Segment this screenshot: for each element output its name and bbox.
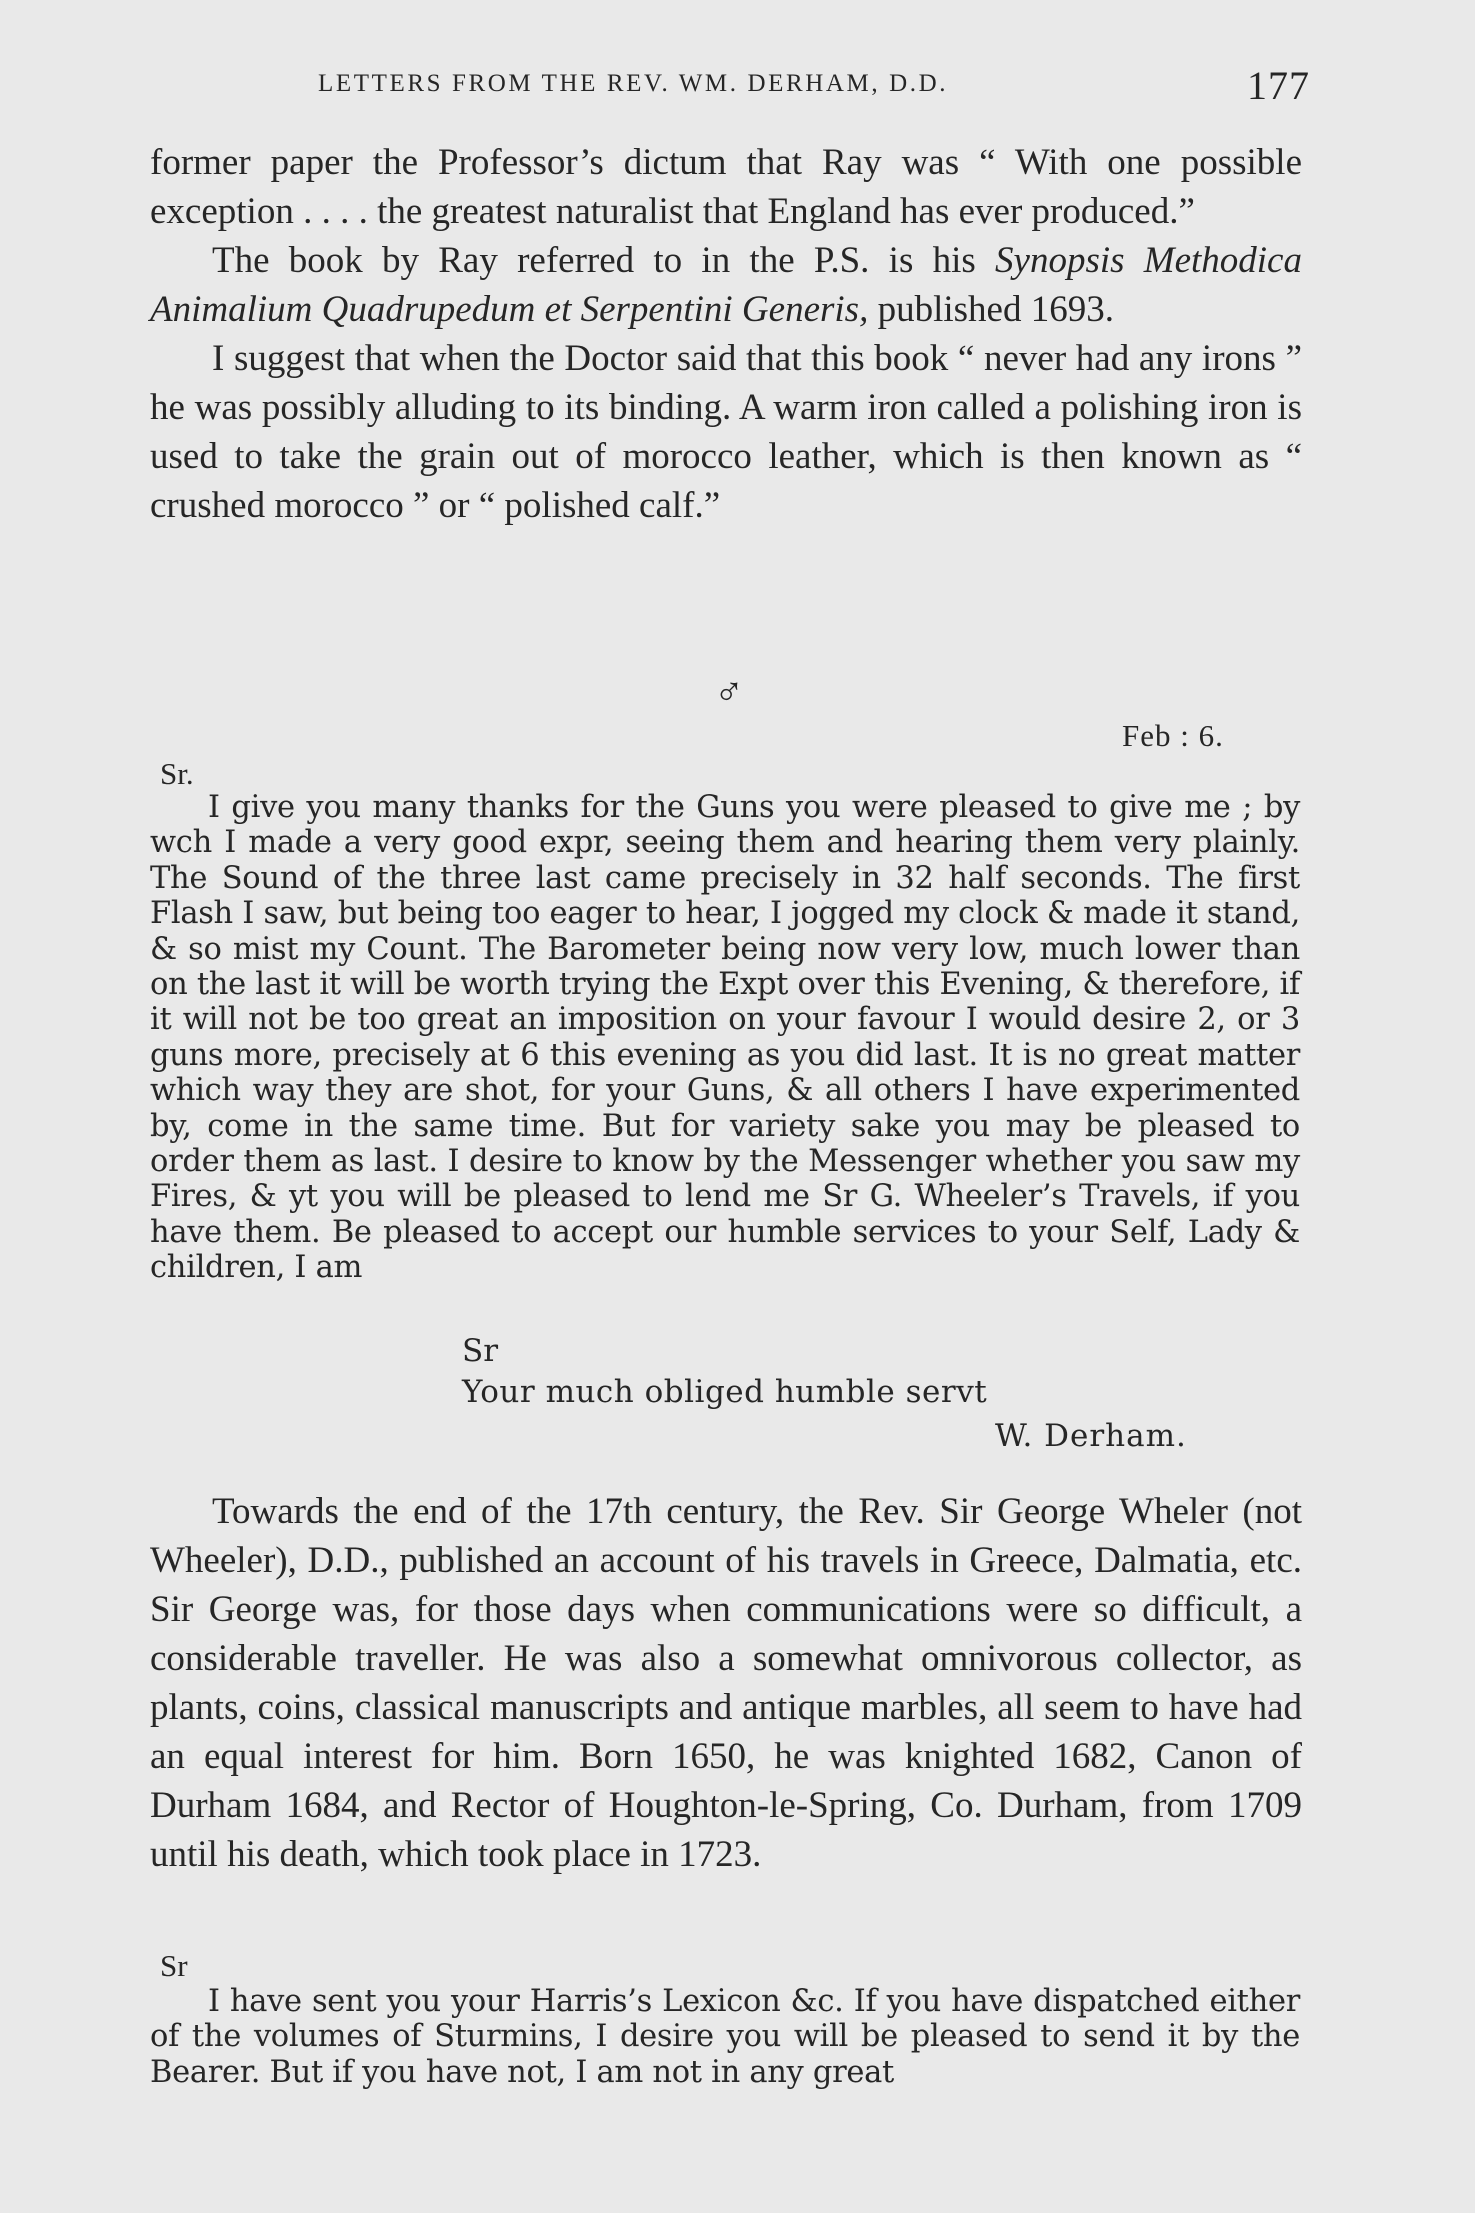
wheler-paragraph-block bbox=[150, 1487, 1302, 1879]
letter-signature: W. Derham. bbox=[995, 1418, 1187, 1454]
second-letter-body bbox=[150, 1984, 1300, 2090]
running-title: LETTERS FROM THE REV. WM. DERHAM, D.D. bbox=[318, 70, 949, 97]
synopsis-title: Synopsis Methodica Animalium Quadrupedum et Serpentini Generis, bbox=[150, 240, 1302, 330]
letter-closing-sir: Sr bbox=[462, 1333, 499, 1369]
second-letter-text: I have sent you your Harris’s Lexicon &c. If you have dispatched either of the volumes of Sturmins, I desire you will be pleased to send it by the Bearer. But if you have not, I am not in any great bbox=[150, 1984, 1300, 2090]
page-number: 177 bbox=[1247, 63, 1310, 108]
paragraph-ray-dictum: former paper the Professor’s dictum that Ray was “ With one possible exception . . . . the greatest naturalist that England has ever produced.” bbox=[150, 142, 1302, 232]
second-letter-salutation: Sr bbox=[160, 1948, 188, 1983]
paragraph-synopsis bbox=[150, 236, 1302, 334]
letter-closing-servant: Your much obliged humble servt bbox=[462, 1374, 988, 1410]
intro-paragraphs bbox=[150, 138, 1302, 530]
letter-body bbox=[150, 790, 1300, 1286]
letter-date: Feb : 6. bbox=[1122, 718, 1224, 753]
section-mark: ♂ bbox=[714, 669, 744, 714]
synopsis-prefix: The book by Ray referred to in the P.S. is his bbox=[212, 240, 996, 281]
letter-salutation: Sr. bbox=[160, 756, 194, 791]
paragraph-irons: I suggest that when the Doctor said that this book “ never had any irons ” he was possibly alluding to its binding. A warm iron called a polishing iron is used to take the grain out of morocco leather, which is then known as “ crushed morocco ” or “ polished calf.” bbox=[150, 338, 1302, 526]
running-header bbox=[150, 63, 1310, 116]
synopsis-suffix: published 1693. bbox=[868, 289, 1114, 330]
letter-body-text: I give you many thanks for the Guns you were pleased to give me ; by wch I made a very good expr, seeing them and hearing them very plainly. The Sound of the three last came precisely in 32 half seconds. The first Flash I saw, but being too eager to hear, I jogged my clock & made it stand, & so mist my Count. The Barometer being now very low, much lower than on the last it will be worth trying the Expt over this Evening, & therefore, if it will not be too great an imposition on your favour I would desire 2, or 3 guns more, precisely at 6 this evening as you did last. It is no great matter which way they are shot, for your Guns, & all others I have experimented by, come in the same time. But for variety sake you may be pleased to order them as last. I desire to know by the Messenger whether you saw my Fires, & yt you will be pleased to lend me Sr G. Wheeler’s Travels, if you have them. Be pleased to accept our humble services to your Self, Lady & children, I am bbox=[150, 790, 1300, 1286]
paragraph-wheler: Towards the end of the 17th century, the Rev. Sir George Wheler (not Wheeler), D.D., published an account of his travels in Greece, Dalmatia, etc. Sir George was, for those days when communications were so difficult, a considerable traveller. He was also a somewhat omnivorous collector, as plants, coins, classical manuscripts and antique marbles, all seem to have had an equal interest for him. Born 1650, he was knighted 1682, Canon of Durham 1684, and Rector of Houghton-le-Spring, Co. Durham, from 1709 until his death, which took place in 1723. bbox=[150, 1491, 1302, 1875]
